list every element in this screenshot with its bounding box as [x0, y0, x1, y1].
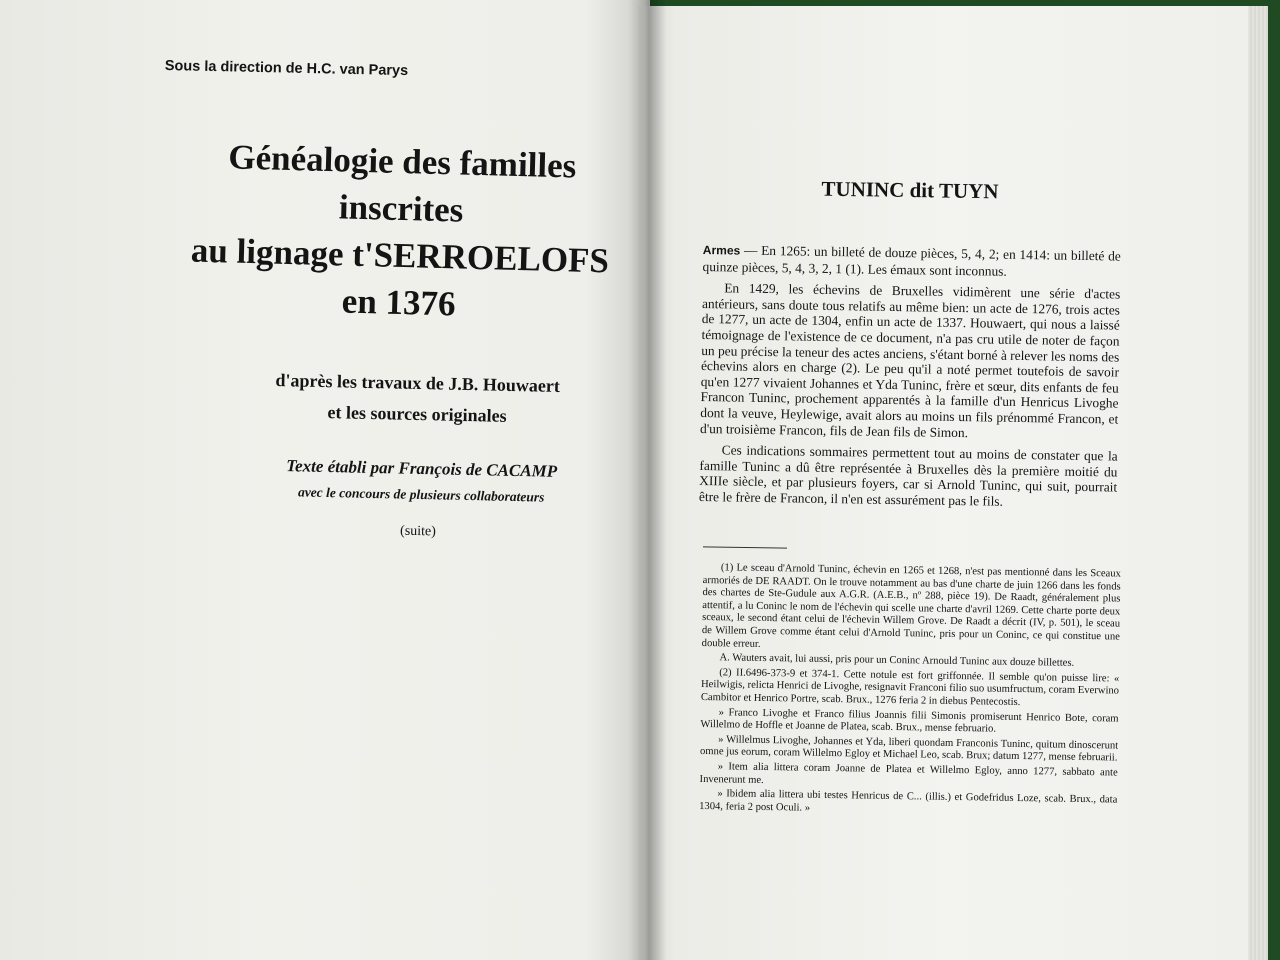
footnote: » Willelmus Livoghe, Johannes et Yda, liberi quondam Franconis Tuninc, quitum dinoscerunt omne jus eorum, coram Willelmo Egloy et Michael Leo, scab. Brux; datum 1277, mense februarii. [699, 733, 1119, 764]
title-line: en 1376 [341, 281, 457, 324]
footnote: » Item alia littera coram Joanne de Platea et Willelmo Egloy, anno 1277, sabbato ante Invenerunt me. [699, 761, 1118, 786]
subtitle-line: et les sources originales [327, 402, 507, 426]
chapter-title: TUNINC dit TUYN [821, 176, 999, 204]
main-text [699, 242, 1121, 517]
armes-paragraph [702, 242, 1120, 281]
footnotes [699, 562, 1121, 822]
footnote: A. Wauters avait, lui aussi, pris pour un Coninc Arnould Tuninc aux douze billettes. [719, 652, 1075, 669]
editor-credit [231, 452, 612, 512]
armes-text: — En 1265: un billeté de douze pièces, 5, 4, 2; en 1414: un billeté de quinze pièces, 5, 4, 3, 2, 1 (1). Les émaux sont inconnus. [702, 242, 1121, 279]
book-subtitle [227, 364, 608, 434]
book-gutter [628, 0, 666, 960]
footnote: (1) Le sceau d'Arnold Tuninc, échevin en 1265 et 1268, n'est pas mentionné dans les Sceaux armoriés de DE RAADT. On le trouve notamment au bas d'une charte de juin 1266 dans les fonds des chartes de Ste-Gudule aux A.G.R. (A.E.B., nº 288, pièce 19). De Raadt, généralement plus attentif, a lu Coninc le nom de l'échevin qui scelle une charte d'avril 1269. Cette charte porte deux sceaux, le second étant celui de l'échevin Willem Grove. De Raadt a décrit (IV, p. 501), le sceau de Willem Grove comme étant celui d'Arnold Tuninc, pris pour un Coninc, ce qui constitue une double erreur. [701, 562, 1121, 650]
armes-label: Armes [702, 242, 741, 258]
title-line: Généalogie des familles [227, 137, 577, 186]
suite-label: (suite) [399, 523, 437, 540]
body-paragraph: En 1429, les échevins de Bruxelles vidimèrent une série d'actes antérieurs, sans doute tous relatifs au même bien: un acte de 1276, trois actes de 1277, un acte de 1304, enfin un acte de 1337. Houwaert, qui nous a laissé témoignage de l'existence de ce document, n'a pas cru utile de noter de façon un peu précise la teneur des actes anciens, s'étant borné à relever les noms des échevins alors en charge (2). Le peu qu'il a noté permet toutefois de savoir qu'en 1277 vivaient Johannes et Yda Tuninc, frère et sœur, dits enfants de feu Francon Tuninc, prochement apparentés à la famille d'un Henricus Livoghe dont la veuve, Heylewige, avait alors au moins un fils prénommé Francon, et d'un troisième Francon, fils de Jean fils de Simon. [699, 280, 1121, 440]
body-paragraph: Ces indications sommaires permettent tout au moins de constater que la famille Tuninc a dû être représentée à Bruxelles dès la première moitié du XIIIe siècle, et par plusieurs foyers, car si Arnold Tuninc, qui suit, pourrait être le frère de Francon, il n'en est assurément pas le fils. [698, 442, 1118, 509]
subtitle-line: d'après les travaux de J.B. Houwaert [275, 370, 561, 396]
book-title [173, 132, 628, 332]
title-line: au lignage t'SERROELOFS [190, 230, 610, 281]
title-line: inscrites [338, 187, 464, 230]
credit-sub: avec le concours de plusieurs collaborateurs [297, 484, 545, 505]
page-edge [1248, 6, 1268, 960]
series-direction: Sous la direction de H.C. van Parys [164, 58, 409, 80]
credit-main: Texte établi par François de CACAMP [286, 456, 558, 481]
footnote: (2) II.6496-373-9 et 374-1. Cette notule est fort griffonnée. Il semble qu'on puisse lire: « Heilwigis, relicta Henrici de Livoghe, resignavit Franconi filio suo usumfructum, coram Everwino Cambitor et Henrico Portre, scab. Brux., 1276 feria 2 in diebus Pentecostis. [700, 667, 1120, 708]
footnote: » Ibidem alia littera ubi testes Henricus de C... (illis.) et Godefridus Loze, scab. Brux., data 1304, feria 2 post Oculi. » [699, 788, 1118, 814]
footnote: » Franco Livoghe et Franco filius Joannis filii Simonis promiserunt Henrico Bote, coram Willelmo de Hoffle et Joanne de Platea, scab. Brux., mense februario. [700, 706, 1119, 735]
